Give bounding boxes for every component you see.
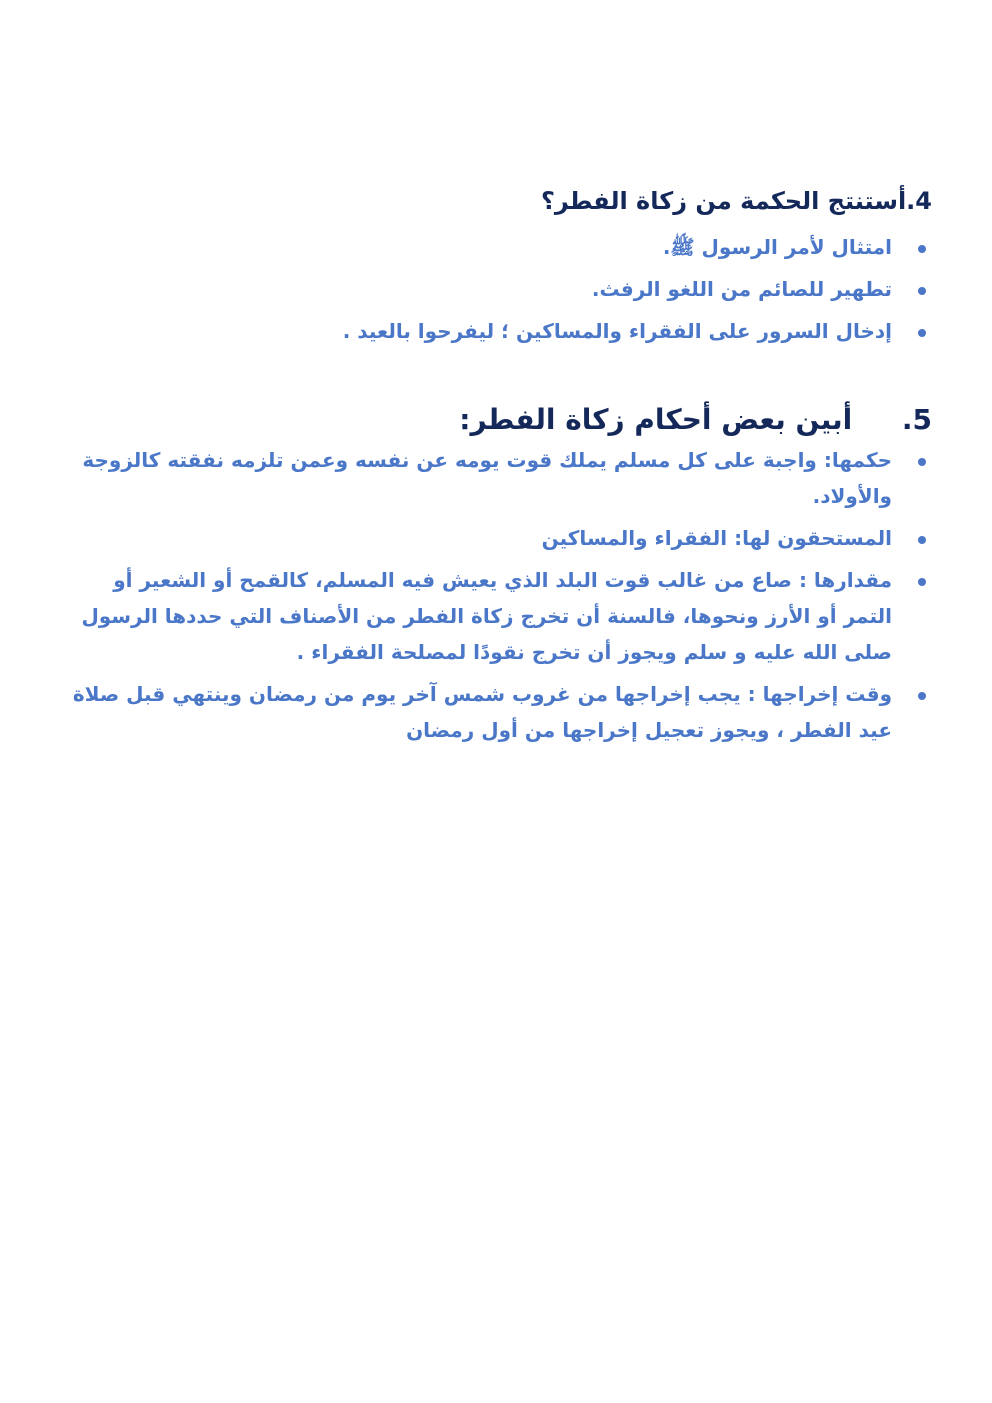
section-wisdom — [72, 176, 932, 352]
bullet-icon — [918, 329, 926, 337]
list-item — [72, 676, 932, 748]
rulings-list — [72, 442, 932, 748]
bullet-icon — [918, 536, 926, 544]
bullet-icon — [918, 692, 926, 700]
list-item — [72, 268, 932, 310]
list-item — [72, 520, 932, 556]
bullet-icon — [918, 245, 926, 253]
list-item-text: إدخال السرور على الفقراء والمساكين ؛ ليفرحوا بالعيد . — [342, 319, 892, 343]
list-item-text: تطهير للصائم من اللغو الرفث. — [591, 277, 892, 301]
list-item-text: مقدارها : صاع من غالب قوت البلد الذي يعيش فيه المسلم، كالقمح أو الشعير أو التمر أو الأرز ونحوها، فالسنة أن تخرج زكاة الفطر من الأصناف التي حددها الرسول صلى الله عليه و سلم ويجوز أن تخرج نقودًا لمصلحة الفقراء . — [81, 568, 892, 664]
list-item — [72, 562, 932, 670]
section-rulings — [72, 398, 932, 748]
wisdom-list — [72, 226, 932, 352]
list-item — [72, 226, 932, 268]
list-item-text: المستحقون لها: الفقراء والمساكين — [541, 526, 892, 550]
bullet-icon — [918, 458, 926, 466]
list-item-text: وقت إخراجها : يجب إخراجها من غروب شمس آخر يوم من رمضان وينتهي قبل صلاة عيد الفطر ، ويجوز تعجيل إخراجها من أول رمضان — [72, 682, 892, 742]
section-title: أبين بعض أحكام زكاة الفطر: — [459, 403, 853, 436]
section-4-heading: 4.أستنتج الحكمة من زكاة الفطر؟ — [540, 187, 932, 215]
list-item — [72, 442, 932, 514]
section-5-heading — [72, 398, 932, 442]
bullet-icon — [918, 578, 926, 586]
list-item-text: امتثال لأمر الرسول ﷺ. — [662, 235, 892, 259]
section-number: 5. — [901, 403, 932, 436]
list-item — [72, 310, 932, 352]
bullet-icon — [918, 287, 926, 295]
list-item-text: حكمها: واجبة على كل مسلم يملك قوت يومه عن نفسه وعمن تلزمه نفقته كالزوجة والأولاد. — [82, 448, 892, 508]
